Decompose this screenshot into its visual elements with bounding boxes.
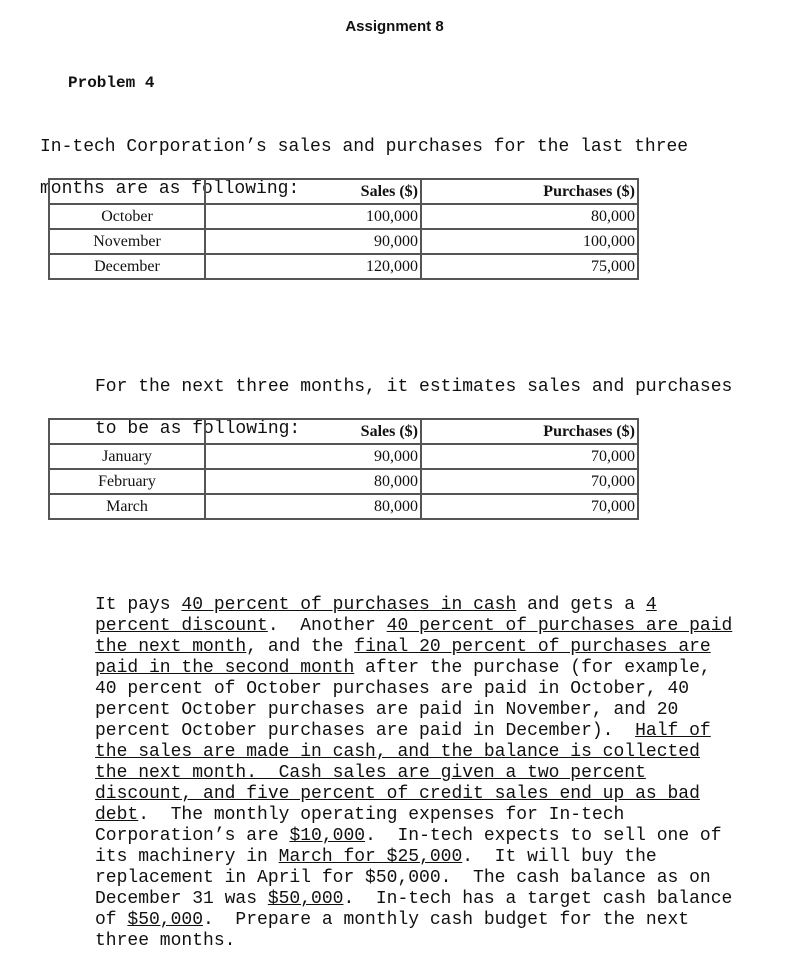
paragraph-line	[95, 784, 732, 805]
paragraph-line	[95, 847, 732, 868]
intro-line: In-tech Corporation’s sales and purchases for the last three	[40, 137, 689, 157]
paragraph-line	[95, 868, 732, 889]
underlined-text: the next month. Cash sales are given a two percent	[95, 763, 646, 783]
table-cell: 70,000	[421, 494, 638, 519]
table-cell: 120,000	[205, 254, 421, 279]
underlined-text: discount, and five percent of credit sales end up as bad	[95, 784, 700, 804]
underlined-text: the sales are made in cash, and the balance is collected	[95, 742, 700, 762]
table-cell: March	[49, 494, 205, 519]
problem-heading: Problem 4	[68, 74, 155, 92]
underlined-text: $50,000	[127, 910, 204, 930]
paragraph-text: its machinery in	[95, 847, 279, 867]
paragraph-line	[95, 931, 732, 952]
underlined-text: March for $25,000	[278, 847, 463, 867]
table-cell: October	[49, 204, 205, 229]
table-cell: 70,000	[421, 444, 638, 469]
paragraph-line	[95, 700, 732, 721]
table-header: Purchases ($)	[421, 419, 638, 444]
table-cell: 90,000	[205, 229, 421, 254]
paragraph-line	[95, 721, 732, 742]
underlined-text: 4	[645, 595, 657, 615]
paragraph-text: . The monthly operating expenses for In-tech	[138, 805, 625, 825]
paragraph-text: . Prepare a monthly cash budget for the next	[203, 910, 690, 930]
underlined-text: paid in the second month	[95, 658, 355, 678]
table-cell: 70,000	[421, 469, 638, 494]
paragraph-line	[95, 637, 732, 658]
intro-line: months are as following:	[40, 179, 300, 199]
underlined-text: 40 percent of purchases in cash	[181, 595, 517, 615]
paragraph-text: and gets a	[516, 595, 646, 615]
paragraph-text: . It will buy the	[462, 847, 657, 867]
paragraph-line	[95, 826, 732, 847]
paragraph-line	[95, 616, 732, 637]
table-row	[49, 254, 638, 279]
paragraph-line	[95, 742, 732, 763]
table-header: Purchases ($)	[421, 179, 638, 204]
intro2-line: For the next three months, it estimates sales and purchases	[95, 377, 733, 397]
paragraph-text: , and the	[246, 637, 355, 657]
paragraph-text: of	[95, 910, 128, 930]
paragraph-text: Corporation’s are	[95, 826, 290, 846]
paragraph-line	[95, 910, 732, 931]
table-header	[49, 179, 205, 204]
underlined-text: 40 percent of purchases are paid	[386, 616, 733, 636]
page-title: Assignment 8	[345, 18, 444, 35]
paragraph-text: . Another	[267, 616, 387, 636]
paragraph-text: after the purchase (for example,	[354, 658, 711, 678]
paragraph-text: percent October purchases are paid in November, and 20	[95, 700, 679, 720]
table-cell: 80,000	[205, 494, 421, 519]
table-cell: 80,000	[421, 204, 638, 229]
paragraph-line	[95, 763, 732, 784]
intro2-line: to be as following:	[95, 419, 301, 439]
underlined-text: debt	[95, 805, 139, 825]
table-cell: 100,000	[205, 204, 421, 229]
table-cell: 100,000	[421, 229, 638, 254]
table-row	[49, 444, 638, 469]
paragraph-line	[95, 805, 732, 826]
paragraph-text: replacement in April for $50,000. The cash balance as on	[95, 868, 711, 888]
table-header-row	[49, 179, 638, 204]
paragraph-line	[95, 889, 732, 910]
table-cell: 75,000	[421, 254, 638, 279]
paragraph-text: 40 percent of October purchases are paid in October, 40	[95, 679, 690, 699]
paragraph-text: percent October purchases are paid in December).	[95, 721, 636, 741]
paragraph-line	[95, 595, 732, 616]
paragraph-text: . In-tech has a target cash balance	[343, 889, 733, 909]
underlined-text: $10,000	[289, 826, 366, 846]
paragraph-text: . In-tech expects to sell one of	[365, 826, 722, 846]
table-cell: December	[49, 254, 205, 279]
paragraph-line	[95, 679, 732, 700]
paragraph-text: three months.	[95, 931, 236, 951]
underlined-text: percent discount	[95, 616, 268, 636]
past-sales-table	[48, 178, 639, 280]
underlined-text: Half of	[635, 721, 711, 741]
table-cell: February	[49, 469, 205, 494]
underlined-text: the next month	[95, 637, 247, 657]
table-cell: 80,000	[205, 469, 421, 494]
table-header-row	[49, 419, 638, 444]
table-row	[49, 469, 638, 494]
table-cell: November	[49, 229, 205, 254]
forecast-table	[48, 418, 639, 520]
underlined-text: $50,000	[267, 889, 344, 909]
table-header	[49, 419, 205, 444]
paragraph-text: It pays	[95, 595, 182, 615]
table-cell: January	[49, 444, 205, 469]
underlined-text: final 20 percent of purchases are	[354, 637, 711, 657]
table-row	[49, 204, 638, 229]
table-cell: 90,000	[205, 444, 421, 469]
table-header: Sales ($)	[205, 419, 421, 444]
problem-paragraph	[95, 595, 732, 952]
table-row	[49, 494, 638, 519]
paragraph-line	[95, 658, 732, 679]
table-header: Sales ($)	[205, 179, 421, 204]
paragraph-text: December 31 was	[95, 889, 268, 909]
table-row	[49, 229, 638, 254]
